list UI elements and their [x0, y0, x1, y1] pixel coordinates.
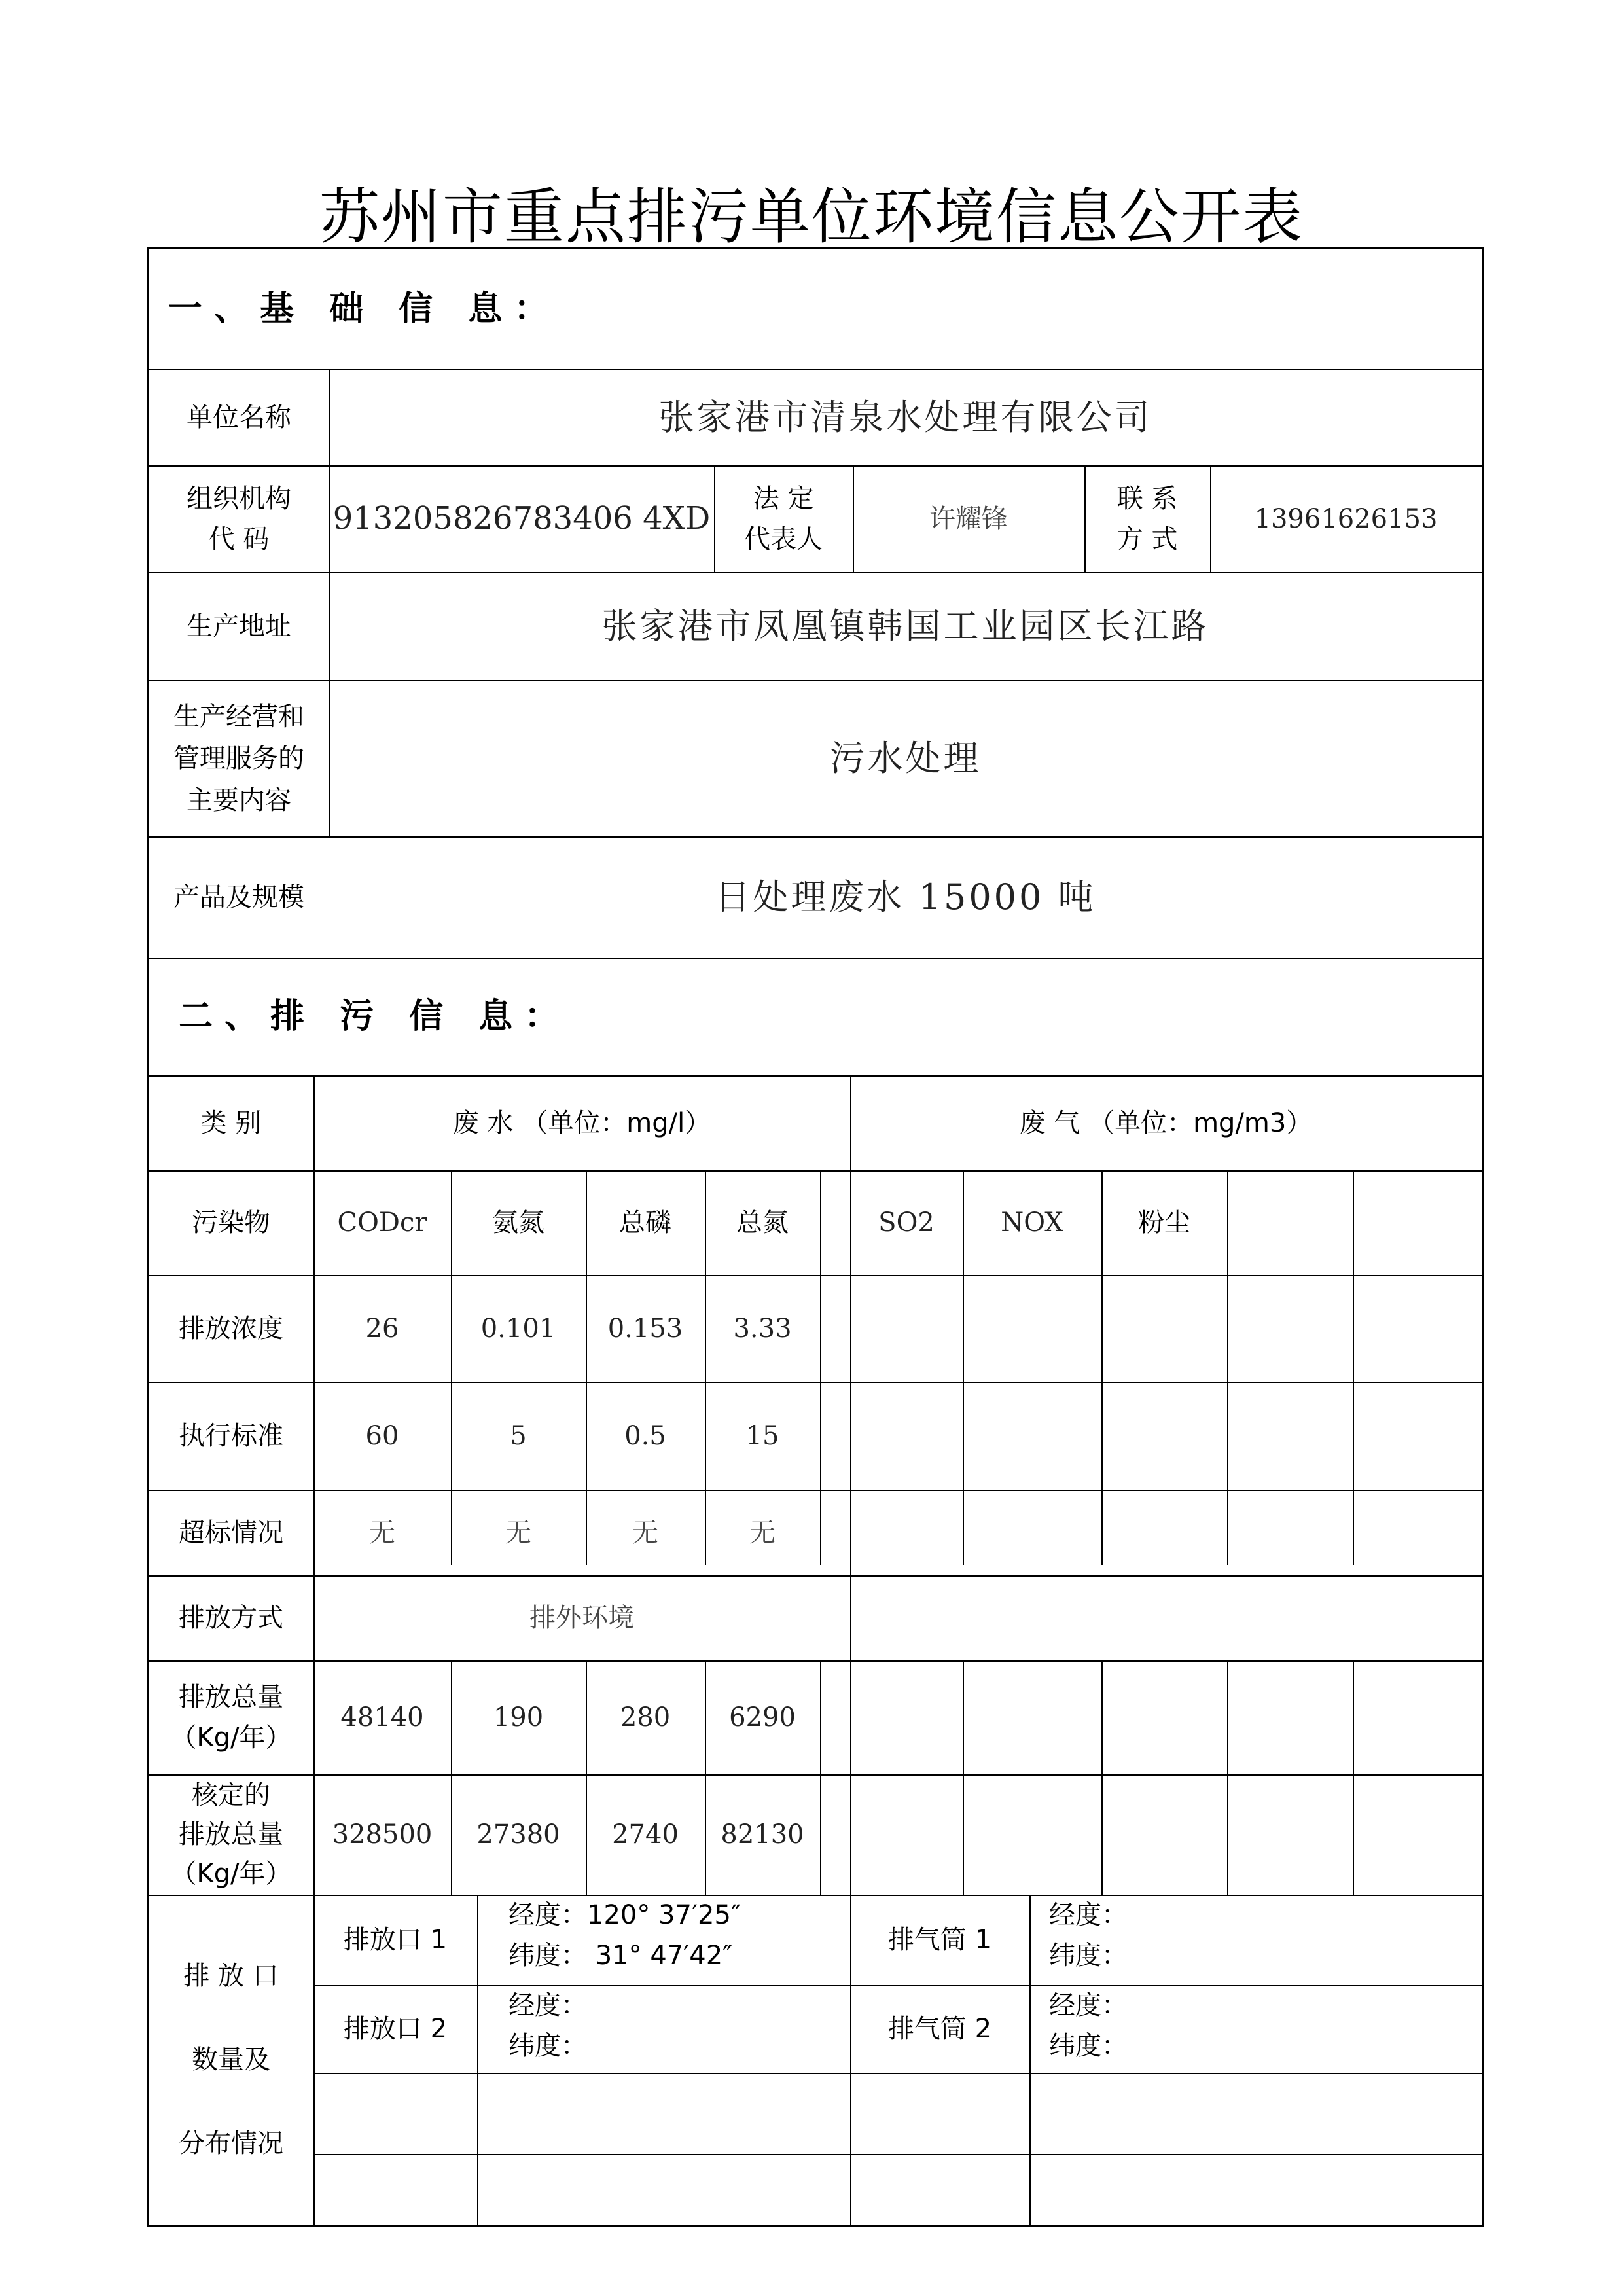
legal-rep-label-line1: 法 定 [753, 483, 814, 514]
row-divider [313, 2154, 1482, 2155]
concentration-ammonia: 0.101 [480, 1313, 556, 1344]
standard-total-phosphorus: 0.5 [624, 1420, 666, 1451]
standard-total-nitrogen: 15 [745, 1420, 779, 1451]
org-code-value: 913205826783406 4XD [332, 500, 711, 537]
page-title: 苏州市重点排污单位环境信息公开表 [319, 182, 1304, 252]
outlet2-latitude: 纬度： [508, 2031, 587, 2061]
org-code-label-line1: 组织机构 [187, 483, 291, 514]
outlet1-longitude: 经度：120° 37′25″ [508, 1900, 741, 1930]
col-divider [1029, 1895, 1031, 2225]
row-divider [313, 2073, 1482, 2074]
pollutant-total-nitrogen: 总氮 [736, 1208, 789, 1238]
standard-ammonia: 5 [510, 1420, 527, 1451]
pollutant-label: 污染物 [192, 1208, 270, 1238]
col-divider [1227, 1170, 1228, 1565]
approved-label-line2: 排放总量 [179, 1820, 283, 1850]
stack1-name: 排气筒 1 [887, 1925, 992, 1955]
col-divider [477, 1895, 478, 2225]
stack1-coordinates [1049, 1895, 1442, 1985]
approved-total-label [149, 1774, 313, 1895]
concentration-codcr: 26 [365, 1313, 399, 1344]
exceed-ammonia: 无 [505, 1517, 531, 1548]
total-total-nitrogen: 6290 [729, 1702, 796, 1732]
col-divider [1101, 1660, 1103, 1895]
legal-rep-label-line2: 代表人 [744, 524, 823, 554]
approved-total-phosphorus: 2740 [612, 1820, 679, 1850]
wastegas-header: 废 气 （单位：mg/m3） [1019, 1107, 1313, 1138]
col-divider [963, 1660, 964, 1895]
total-label-line1: 排放总量 [179, 1682, 283, 1712]
method-value: 排外环境 [529, 1603, 634, 1633]
scale-value: 日处理废水 15000 吨 [715, 876, 1096, 918]
business-value: 污水处理 [829, 737, 982, 779]
outlet2-longitude: 经度： [508, 1990, 587, 2020]
outlet1-name: 排放口 1 [343, 1925, 448, 1955]
approved-label-line1: 核定的 [192, 1780, 270, 1810]
category-label: 类 别 [200, 1107, 262, 1138]
outlet1-latitude: 纬度： 31° 47′42″ [508, 1941, 733, 1971]
outlet1-coordinates [508, 1895, 849, 1985]
exceed-total-phosphorus: 无 [632, 1517, 658, 1548]
legal-rep-value: 许耀锋 [929, 503, 1008, 534]
total-codcr: 48140 [340, 1702, 424, 1732]
scale-label: 产品及规模 [173, 882, 304, 912]
pollutant-total-phosphorus: 总磷 [619, 1208, 671, 1238]
exceed-codcr: 无 [369, 1517, 395, 1548]
standard-codcr: 60 [365, 1420, 399, 1451]
stack1-longitude: 经度： [1049, 1900, 1128, 1930]
approved-ammonia: 27380 [476, 1820, 560, 1850]
col-divider [1227, 1660, 1228, 1895]
col-divider [1353, 1660, 1354, 1895]
contact-value: 13961626153 [1254, 503, 1438, 534]
contact-label [1084, 465, 1210, 572]
unit-name-label: 单位名称 [187, 402, 291, 433]
business-label [149, 680, 329, 836]
info-table [147, 247, 1484, 2227]
business-label-line2: 管理服务的 [173, 743, 304, 774]
outlet-label-line1: 排 放 口 [183, 1961, 279, 1991]
pollutant-dust: 粉尘 [1138, 1208, 1190, 1238]
col-divider [1353, 1170, 1354, 1565]
approved-label-line3: （Kg/年） [170, 1859, 292, 1889]
stack2-latitude: 纬度： [1049, 2031, 1128, 2061]
address-label: 生产地址 [187, 611, 291, 641]
total-label-line2: （Kg/年） [170, 1723, 292, 1753]
legal-rep-label [714, 465, 853, 572]
standard-label: 执行标准 [179, 1420, 283, 1451]
total-ammonia: 190 [493, 1702, 544, 1732]
concentration-total-nitrogen: 3.33 [733, 1313, 792, 1344]
section-heading-basic-info: 一、基 础 信 息： [168, 289, 560, 329]
org-code-label-line2: 代 码 [208, 524, 270, 554]
stack1-latitude: 纬度： [1049, 1941, 1128, 1971]
concentration-total-phosphorus: 0.153 [607, 1313, 683, 1344]
col-divider [820, 1660, 821, 1895]
col-divider [820, 1170, 821, 1565]
address-value: 张家港市凤凰镇韩国工业园区长江路 [601, 605, 1209, 647]
section-heading-discharge-info: 二、排 污 信 息： [179, 996, 571, 1036]
org-code-label [149, 465, 329, 572]
business-label-line1: 生产经营和 [173, 701, 304, 732]
outlet-label-line3: 分布情况 [179, 2128, 283, 2159]
stack2-coordinates [1049, 1985, 1442, 2073]
concentration-label: 排放浓度 [179, 1313, 283, 1344]
outlet2-coordinates [508, 1985, 849, 2073]
exceed-label: 超标情况 [179, 1517, 283, 1548]
total-total-phosphorus: 280 [620, 1702, 671, 1732]
business-label-line3: 主要内容 [187, 785, 291, 816]
pollutant-ammonia: 氨氮 [492, 1208, 544, 1238]
approved-codcr: 328500 [332, 1820, 433, 1850]
pollutant-nox: NOX [1001, 1208, 1063, 1238]
stack2-longitude: 经度： [1049, 1990, 1128, 2020]
contact-label-line1: 联 系 [1116, 483, 1178, 514]
outlet-label [149, 1895, 313, 2225]
pollutant-codcr: CODcr [337, 1208, 427, 1238]
total-label [149, 1660, 313, 1774]
exceed-total-nitrogen: 无 [749, 1517, 776, 1548]
wastewater-header: 废 水 （单位：mg/l） [452, 1107, 711, 1138]
method-label: 排放方式 [179, 1603, 283, 1633]
unit-name-value: 张家港市清泉水处理有限公司 [658, 396, 1152, 438]
pollutant-so2: SO2 [878, 1208, 935, 1238]
stack2-name: 排气筒 2 [887, 2014, 992, 2044]
outlet2-name: 排放口 2 [343, 2014, 448, 2044]
approved-total-nitrogen: 82130 [721, 1820, 804, 1850]
outlet-label-line2: 数量及 [192, 2045, 270, 2075]
contact-label-line2: 方 式 [1116, 524, 1178, 554]
